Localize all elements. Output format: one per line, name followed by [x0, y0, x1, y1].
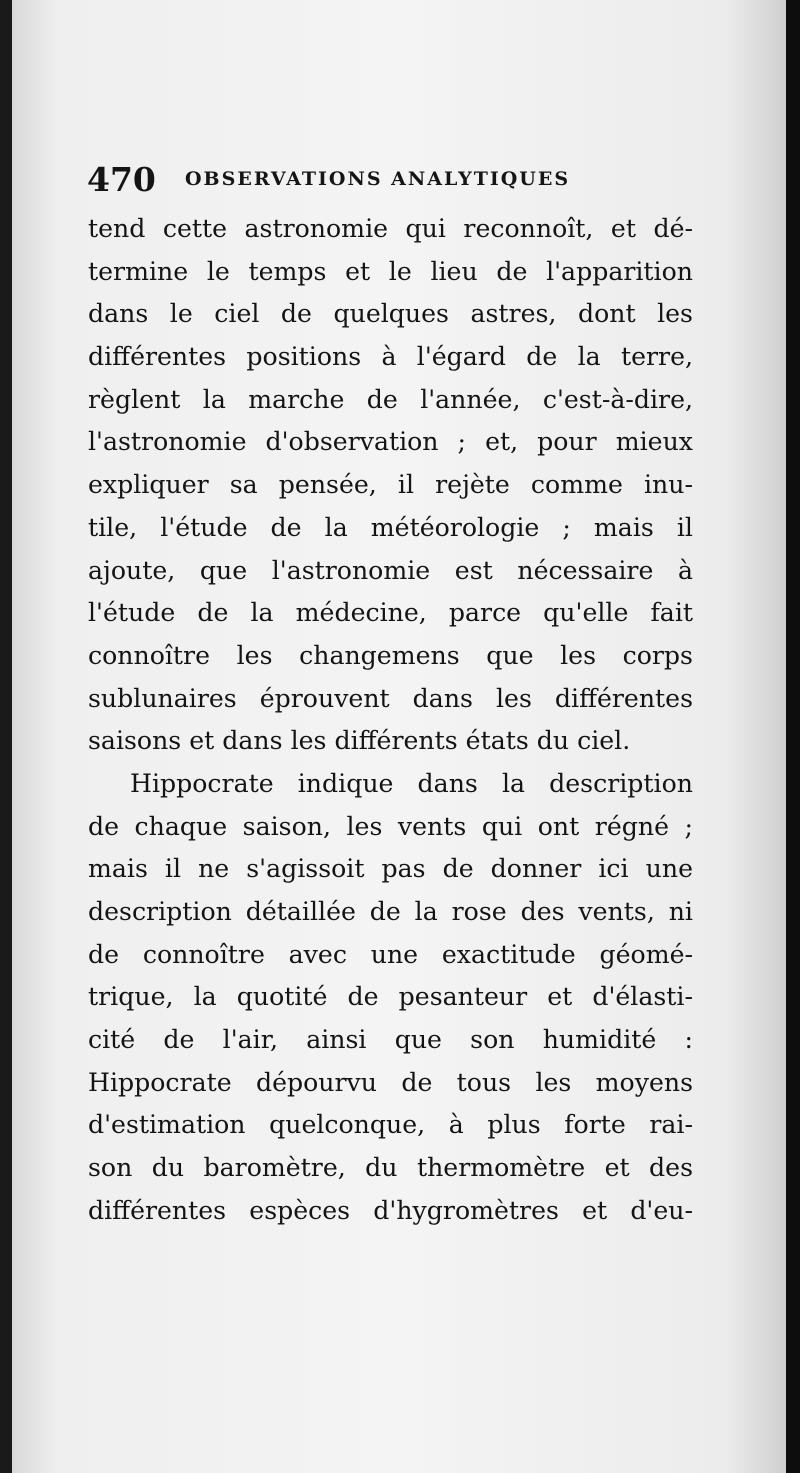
text-line: connoître les changemens que les corps	[88, 640, 693, 670]
text-line: ajoute, que l'astronomie est nécessaire à	[88, 555, 693, 585]
text-line: l'astronomie d'observation ; et, pour mieux	[88, 427, 693, 457]
text-line: description détaillée de la rose des vents, ni	[88, 897, 693, 926]
text-line: expliquer sa pensée, il rejète comme inu-	[88, 470, 693, 500]
paragraph-2	[88, 763, 693, 1233]
text-line: Hippocrate dépourvu de tous les moyens	[88, 1067, 693, 1097]
text-line: sublunaires éprouvent dans les différentes	[88, 683, 693, 713]
paragraph-1	[88, 208, 693, 763]
text-line: saisons et dans les différents états du ciel.	[88, 726, 631, 756]
text-line: de chaque saison, les vents qui ont régné ;	[88, 811, 693, 841]
text-line: termine le temps et le lieu de l'apparition	[88, 256, 693, 286]
text-line: d'estimation quelconque, à plus forte rai-	[88, 1110, 693, 1140]
page-number: 470	[87, 160, 156, 199]
text-line: trique, la quotité de pesanteur et d'élasti-	[88, 982, 693, 1012]
book-page	[12, 0, 787, 1473]
text-line: de connoître avec une exactitude géomé-	[88, 939, 693, 969]
text-line: cité de l'air, ainsi que son humidité :	[88, 1025, 693, 1055]
body-text	[88, 208, 693, 1233]
page-gutter-shadow	[786, 0, 800, 1473]
text-line: mais il ne s'agissoit pas de donner ici une	[88, 854, 693, 884]
text-line: dans le ciel de quelques astres, dont les	[88, 299, 693, 329]
text-line: différentes positions à l'égard de la terre,	[88, 342, 693, 372]
running-head: OBSERVATIONS ANALYTIQUES	[185, 168, 571, 190]
page-header	[87, 160, 687, 200]
text-line: son du baromètre, du thermomètre et des	[88, 1153, 693, 1183]
text-line: règlent la marche de l'année, c'est-à-dire,	[88, 384, 693, 414]
text-line: tend cette astronomie qui reconnoît, et dé-	[88, 214, 693, 243]
text-line: tile, l'étude de la météorologie ; mais il	[88, 512, 693, 542]
text-line: Hippocrate indique dans la description	[130, 768, 693, 798]
text-line: l'étude de la médecine, parce qu'elle fait	[88, 598, 693, 628]
text-line: différentes espèces d'hygromètres et d'eu-	[88, 1195, 693, 1225]
